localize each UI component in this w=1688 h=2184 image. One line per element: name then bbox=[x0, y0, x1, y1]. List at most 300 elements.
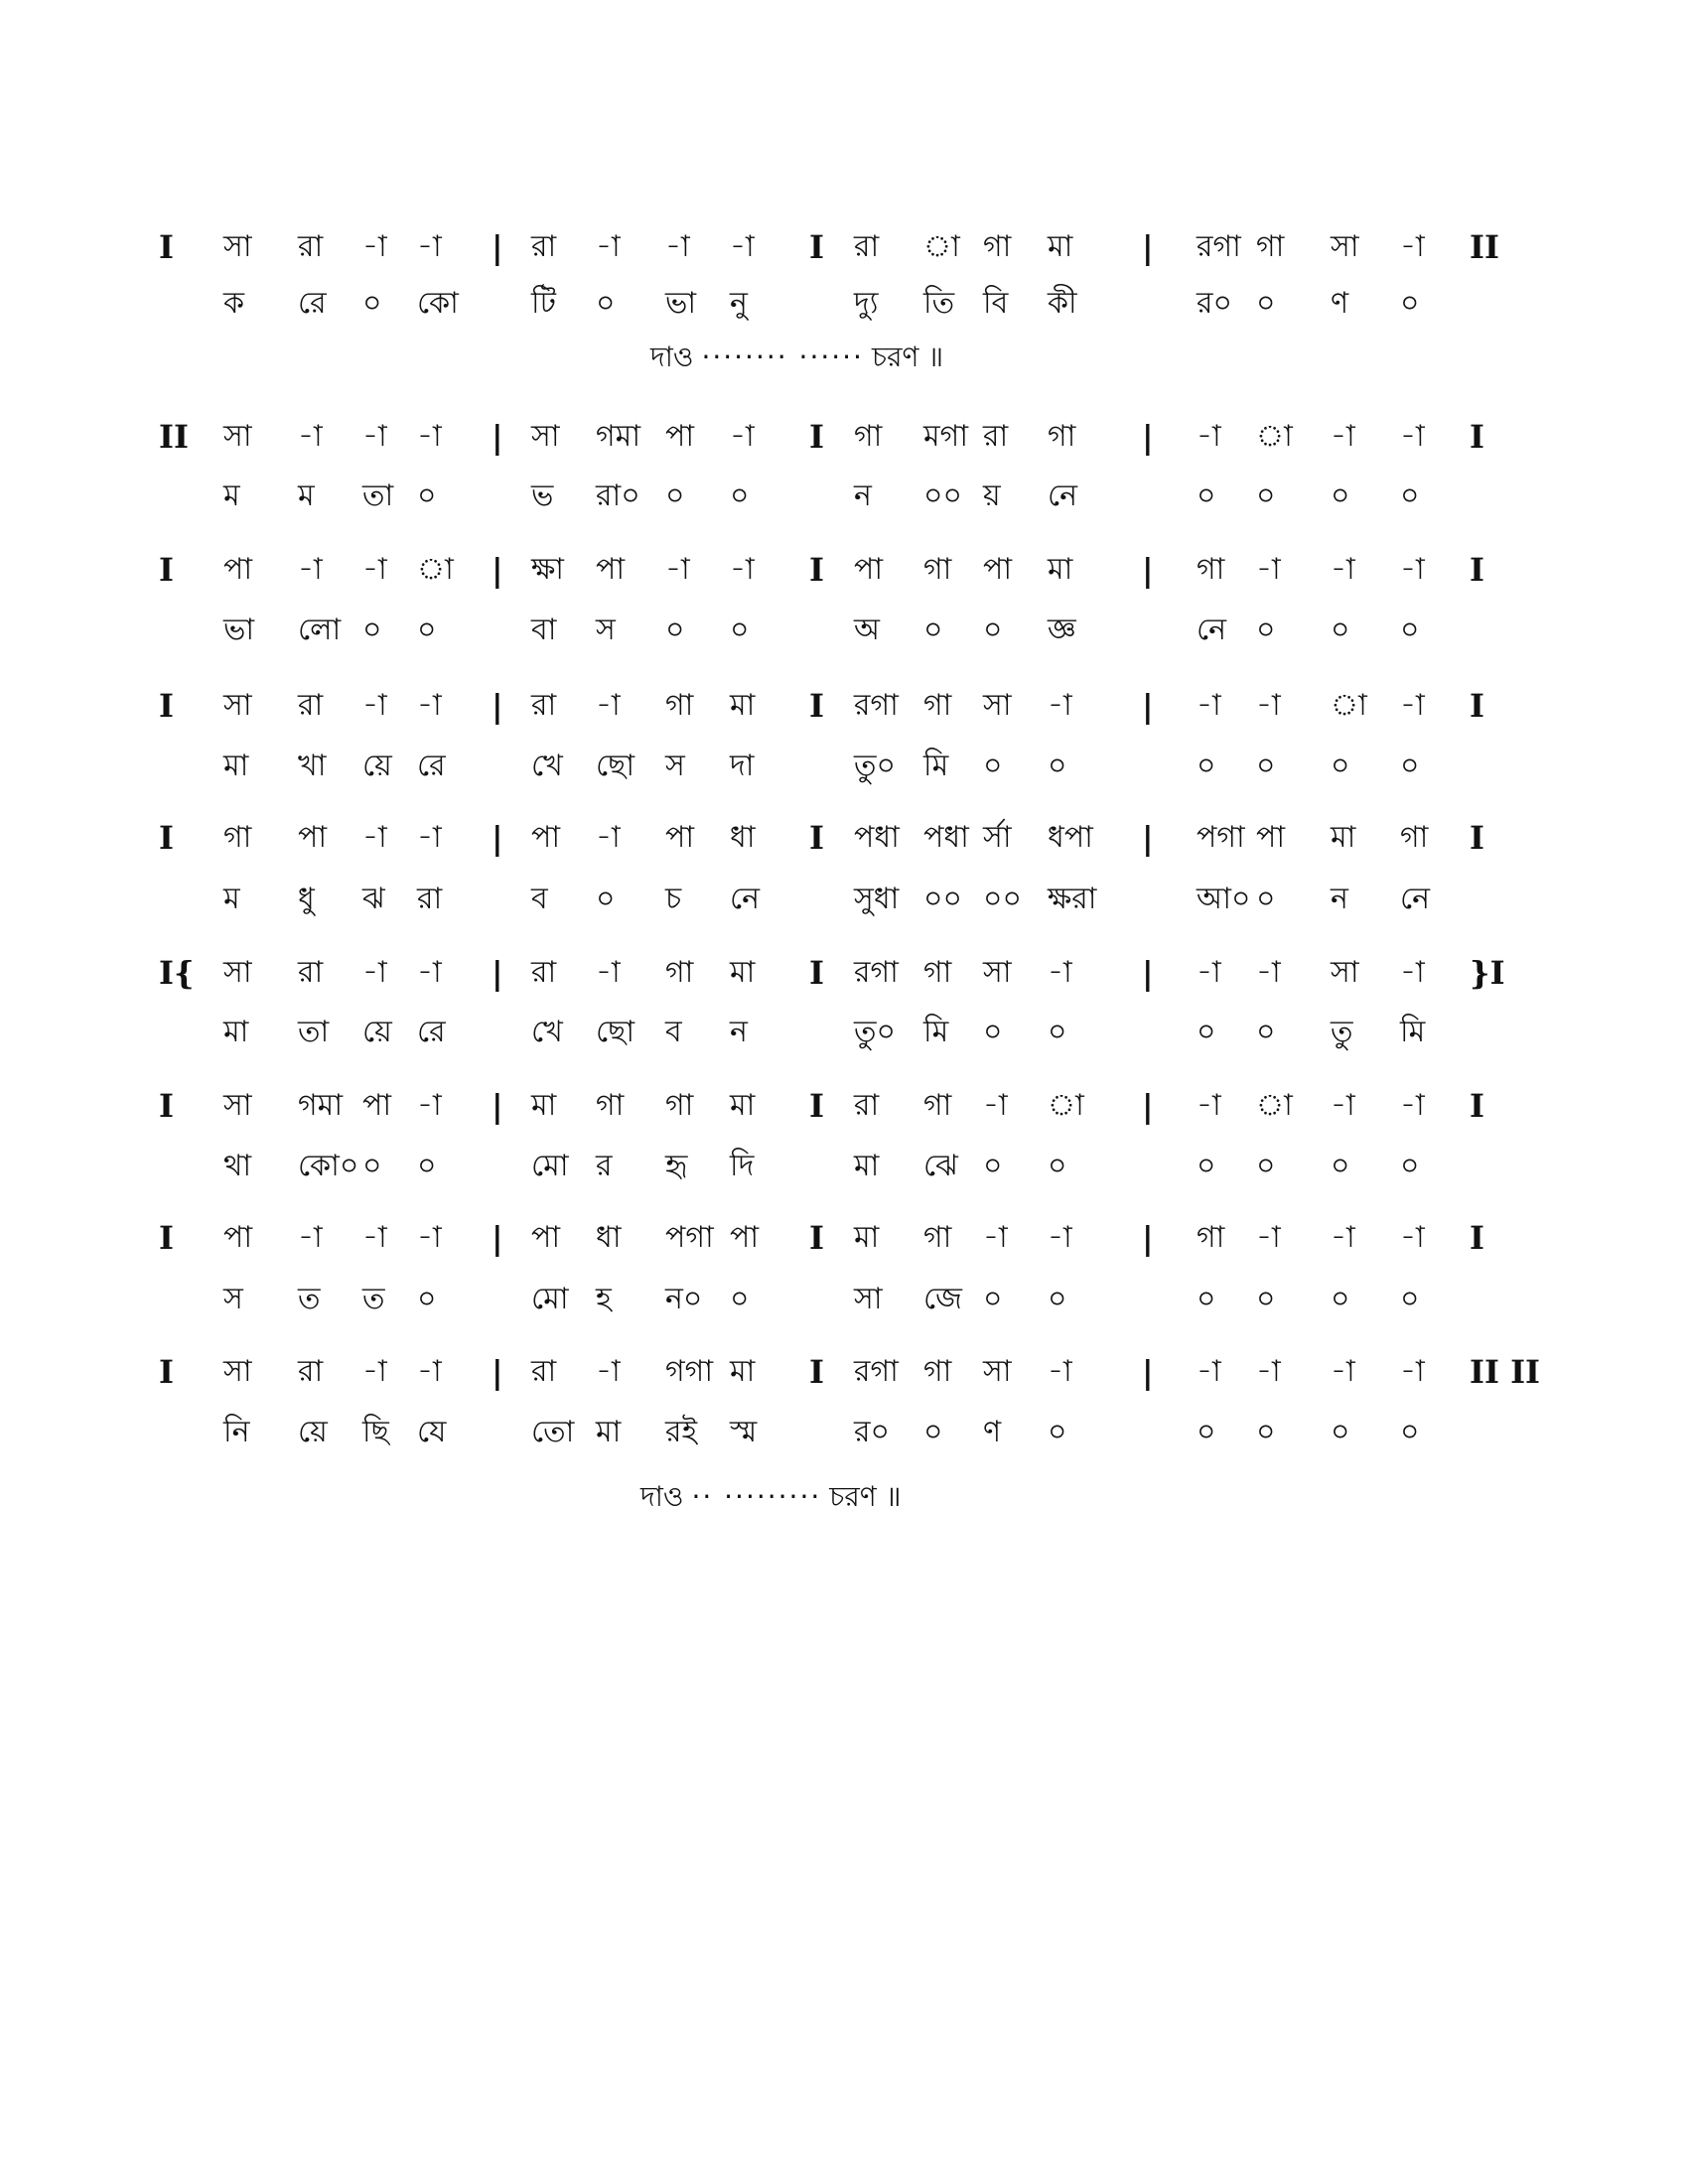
swara-note: -া bbox=[1400, 955, 1425, 990]
lyric-syllable: নে bbox=[1400, 882, 1431, 916]
barline: I bbox=[809, 687, 824, 725]
lyric-syllable: ০ bbox=[1400, 286, 1420, 321]
swara-note: -া bbox=[362, 1354, 387, 1389]
swara-note: পা bbox=[854, 552, 884, 587]
barline: I bbox=[809, 1219, 824, 1257]
refrain-dots: ·· ········· bbox=[691, 1480, 822, 1513]
lyric-syllable: ০ bbox=[1196, 478, 1216, 513]
swara-note: মা bbox=[1048, 552, 1073, 587]
lyric-syllable: ণ bbox=[1331, 286, 1349, 321]
lyric-syllable: ০ bbox=[417, 478, 437, 513]
lyric-syllable: ধু bbox=[298, 882, 315, 916]
swara-note: -া bbox=[596, 229, 621, 264]
swara-note: -া bbox=[983, 1088, 1008, 1123]
barline: I{ bbox=[159, 954, 195, 992]
swara-note: -া bbox=[362, 229, 387, 264]
swara-note: গা bbox=[923, 552, 952, 587]
lyric-syllable: তি bbox=[923, 286, 955, 321]
barline: II bbox=[1470, 228, 1499, 266]
swara-note: -া bbox=[1256, 955, 1281, 990]
barline: | bbox=[1142, 954, 1154, 992]
barline: I bbox=[159, 228, 174, 266]
lyric-syllable: র০ bbox=[854, 1415, 891, 1449]
barline: I bbox=[1470, 1087, 1484, 1125]
swara-note: মা bbox=[854, 1220, 880, 1255]
swara-note: মা bbox=[730, 688, 756, 723]
swara-note: পা bbox=[983, 552, 1013, 587]
swara-note: ধা bbox=[730, 820, 756, 855]
lyric-syllable: ভা bbox=[665, 286, 697, 321]
swara-note: রা bbox=[531, 688, 557, 723]
lyric-syllable: ন bbox=[730, 1015, 748, 1049]
swara-note: গা bbox=[1048, 419, 1076, 454]
swara-note: া bbox=[1256, 419, 1293, 454]
swara-note: া bbox=[1331, 688, 1367, 723]
barline: | bbox=[492, 1219, 503, 1257]
swara-note: গা bbox=[923, 955, 952, 990]
lyric-row bbox=[0, 1276, 1688, 1323]
lyric-syllable: য়ে bbox=[362, 1015, 392, 1049]
lyric-syllable: ভা bbox=[223, 613, 255, 647]
barline: | bbox=[492, 819, 503, 857]
lyric-syllable: খে bbox=[531, 1015, 563, 1049]
swara-note: রগা bbox=[1196, 229, 1241, 264]
barline: | bbox=[1142, 687, 1154, 725]
lyric-syllable: ০০ bbox=[923, 478, 963, 513]
swara-note: -া bbox=[417, 1354, 442, 1389]
swara-note: পা bbox=[531, 1220, 561, 1255]
lyric-syllable: ০ bbox=[417, 1282, 437, 1316]
lyric-syllable: ০ bbox=[1196, 1149, 1216, 1183]
swara-note: রা bbox=[298, 955, 324, 990]
barline: | bbox=[492, 1353, 503, 1391]
swara-note: -া bbox=[596, 955, 621, 990]
swara-note: -া bbox=[417, 820, 442, 855]
lyric-syllable: ০ bbox=[1256, 1015, 1276, 1049]
swara-note: -া bbox=[1400, 1354, 1425, 1389]
lyric-syllable: মি bbox=[1400, 1015, 1426, 1049]
lyric-syllable: ০ bbox=[983, 1015, 1003, 1049]
swara-note: া bbox=[417, 552, 454, 587]
lyric-syllable: জ্ঞ bbox=[1048, 613, 1076, 647]
lyric-syllable: ০০ bbox=[983, 882, 1023, 916]
swara-note: গা bbox=[596, 1088, 625, 1123]
swara-note: গমা bbox=[298, 1088, 344, 1123]
swara-note: -া bbox=[417, 955, 442, 990]
lyric-syllable: নে bbox=[1048, 478, 1078, 513]
lyric-syllable: আ০ bbox=[1196, 882, 1251, 916]
swara-note: -া bbox=[1256, 1354, 1281, 1389]
lyric-syllable: কী bbox=[1048, 286, 1077, 321]
lyric-syllable: স bbox=[665, 749, 685, 783]
swara-note: -া bbox=[417, 229, 442, 264]
swara-note: -া bbox=[983, 1220, 1008, 1255]
lyric-syllable: নে bbox=[1196, 613, 1227, 647]
lyric-syllable: তো bbox=[531, 1415, 575, 1449]
lyric-syllable: বা bbox=[531, 613, 557, 647]
barline: | bbox=[492, 418, 503, 456]
lyric-syllable: তু০ bbox=[854, 749, 897, 783]
swara-note: সা bbox=[531, 419, 560, 454]
swara-note: রা bbox=[298, 1354, 324, 1389]
lyric-syllable: রা০ bbox=[596, 478, 640, 513]
lyric-row bbox=[0, 1143, 1688, 1190]
swara-note: রা bbox=[854, 1088, 880, 1123]
lyric-syllable: ০ bbox=[1256, 286, 1276, 321]
lyric-syllable: ০ bbox=[1331, 1149, 1350, 1183]
lyric-syllable: নে bbox=[730, 882, 761, 916]
lyric-syllable: অ bbox=[854, 613, 880, 647]
lyric-syllable: ০ bbox=[362, 286, 382, 321]
swara-note: -া bbox=[1048, 955, 1072, 990]
swara-note: -া bbox=[1196, 1088, 1221, 1123]
lyric-syllable: ত bbox=[298, 1282, 321, 1316]
swara-note: গা bbox=[665, 688, 694, 723]
lyric-syllable: ক bbox=[223, 286, 244, 321]
lyric-syllable: ০০ bbox=[923, 882, 963, 916]
barline: I bbox=[1470, 1219, 1484, 1257]
lyric-syllable: মা bbox=[596, 1415, 622, 1449]
lyric-syllable: ০ bbox=[1400, 613, 1420, 647]
lyric-syllable: ০ bbox=[983, 749, 1003, 783]
lyric-syllable: ০ bbox=[1256, 882, 1276, 916]
lyric-syllable: ০ bbox=[417, 613, 437, 647]
lyric-syllable: ছো bbox=[596, 1015, 635, 1049]
swara-row bbox=[0, 949, 1688, 997]
barline: | bbox=[492, 228, 503, 266]
swara-note: গা bbox=[1256, 229, 1285, 264]
swara-note: -া bbox=[1400, 552, 1425, 587]
swara-note: রগা bbox=[854, 688, 899, 723]
lyric-syllable: ০ bbox=[730, 613, 750, 647]
lyric-syllable: ছো bbox=[596, 749, 635, 783]
barline: I bbox=[159, 1219, 174, 1257]
swara-note: ধপা bbox=[1048, 820, 1093, 855]
lyric-syllable: ০ bbox=[1331, 1415, 1350, 1449]
swara-note: গা bbox=[854, 419, 883, 454]
swara-note: পা bbox=[1256, 820, 1286, 855]
lyric-syllable: ন bbox=[854, 478, 872, 513]
swara-note: -া bbox=[1400, 1088, 1425, 1123]
lyric-syllable: ০ bbox=[362, 1149, 382, 1183]
swara-note: পা bbox=[531, 820, 561, 855]
swara-note: -া bbox=[665, 229, 690, 264]
lyric-syllable: টি bbox=[531, 286, 556, 321]
barline: I bbox=[1470, 551, 1484, 589]
swara-note: -া bbox=[417, 1088, 442, 1123]
lyric-syllable: মা bbox=[854, 1149, 880, 1183]
swara-note: -া bbox=[596, 820, 621, 855]
swara-note: মা bbox=[730, 1088, 756, 1123]
lyric-syllable: ব bbox=[665, 1015, 682, 1049]
barline: I bbox=[159, 819, 174, 857]
refrain-dots: ········ ······ bbox=[701, 341, 864, 373]
lyric-syllable: হৃ bbox=[665, 1149, 688, 1183]
lyric-syllable: স bbox=[223, 1282, 243, 1316]
lyric-syllable: ০ bbox=[1256, 478, 1276, 513]
swara-note: -া bbox=[730, 229, 755, 264]
swara-note: -া bbox=[1331, 1088, 1355, 1123]
lyric-syllable: য়ে bbox=[298, 1415, 328, 1449]
lyric-row bbox=[0, 743, 1688, 790]
lyric-syllable: নি bbox=[223, 1415, 250, 1449]
swara-note: -া bbox=[1196, 1354, 1221, 1389]
swara-note: গা bbox=[923, 688, 952, 723]
swara-note: -া bbox=[1400, 419, 1425, 454]
lyric-syllable: সুধা bbox=[854, 882, 900, 916]
barline: | bbox=[1142, 1219, 1154, 1257]
barline: }I bbox=[1470, 954, 1505, 992]
refrain-start: দাও bbox=[650, 341, 694, 373]
swara-note: সা bbox=[223, 419, 252, 454]
swara-note: র্সা bbox=[983, 820, 1012, 855]
swara-note: -া bbox=[730, 419, 755, 454]
lyric-syllable: থা bbox=[223, 1149, 252, 1183]
swara-row bbox=[0, 223, 1688, 271]
lyric-syllable: ত bbox=[362, 1282, 385, 1316]
swara-note: -া bbox=[1048, 1220, 1072, 1255]
lyric-syllable: রা bbox=[417, 882, 443, 916]
barline: I bbox=[809, 1087, 824, 1125]
swara-row bbox=[0, 1082, 1688, 1130]
swara-note: -া bbox=[1196, 688, 1221, 723]
lyric-syllable: ঝে bbox=[923, 1149, 958, 1183]
lyric-syllable: খা bbox=[298, 749, 327, 783]
swara-note: -া bbox=[1196, 955, 1221, 990]
swara-note: গা bbox=[665, 955, 694, 990]
lyric-syllable: রে bbox=[298, 286, 327, 321]
swara-note: -া bbox=[1256, 688, 1281, 723]
lyric-syllable: ০ bbox=[417, 1149, 437, 1183]
swara-row bbox=[0, 413, 1688, 461]
lyric-syllable: মো bbox=[531, 1149, 569, 1183]
swara-note: মা bbox=[730, 1354, 756, 1389]
barline: | bbox=[1142, 1353, 1154, 1391]
swara-note: মগা bbox=[923, 419, 969, 454]
lyric-syllable: সা bbox=[854, 1282, 883, 1316]
lyric-row bbox=[0, 876, 1688, 923]
swara-note: -া bbox=[298, 1220, 323, 1255]
swara-note: গা bbox=[923, 1088, 952, 1123]
swara-note: সা bbox=[223, 1088, 252, 1123]
swara-note: -া bbox=[1400, 229, 1425, 264]
lyric-syllable: ০ bbox=[983, 1282, 1003, 1316]
swara-note: গা bbox=[1196, 552, 1225, 587]
lyric-syllable: ০ bbox=[1048, 1015, 1067, 1049]
lyric-syllable: ০ bbox=[923, 613, 943, 647]
swara-note: -া bbox=[362, 820, 387, 855]
lyric-syllable: ণ bbox=[983, 1415, 1002, 1449]
swara-note: পা bbox=[298, 820, 328, 855]
swara-note: া bbox=[923, 229, 960, 264]
barline: | bbox=[492, 551, 503, 589]
refrain-end: চরণ ॥ bbox=[829, 1480, 902, 1513]
lyric-syllable: তা bbox=[362, 478, 394, 513]
barline: I bbox=[1470, 418, 1484, 456]
swara-row bbox=[0, 1348, 1688, 1396]
lyric-syllable: ০ bbox=[983, 613, 1003, 647]
swara-note: গা bbox=[665, 1088, 694, 1123]
lyric-syllable: স্ম bbox=[730, 1415, 758, 1449]
swara-note: গা bbox=[983, 229, 1012, 264]
lyric-syllable: ০ bbox=[1331, 613, 1350, 647]
lyric-syllable: জে bbox=[923, 1282, 963, 1316]
swara-note: -া bbox=[1331, 1220, 1355, 1255]
lyric-syllable: চ bbox=[665, 882, 682, 916]
swara-note: রা bbox=[298, 688, 324, 723]
lyric-syllable: ০ bbox=[596, 286, 616, 321]
swara-note: রা bbox=[531, 229, 557, 264]
lyric-syllable: ০ bbox=[665, 613, 685, 647]
lyric-row bbox=[0, 280, 1688, 328]
swara-note: সা bbox=[223, 688, 252, 723]
lyric-syllable: ০ bbox=[1048, 1415, 1067, 1449]
swara-note: পধা bbox=[854, 820, 900, 855]
lyric-syllable: দা bbox=[730, 749, 755, 783]
barline: | bbox=[1142, 551, 1154, 589]
barline: I bbox=[159, 551, 174, 589]
swara-note: সা bbox=[223, 229, 252, 264]
lyric-syllable: ০ bbox=[923, 1415, 943, 1449]
barline: I bbox=[809, 954, 824, 992]
swara-note: রা bbox=[531, 955, 557, 990]
lyric-syllable: য়ে bbox=[362, 749, 392, 783]
lyric-syllable: ম bbox=[298, 478, 315, 513]
lyric-syllable: ছি bbox=[362, 1415, 389, 1449]
lyric-syllable: ০ bbox=[1331, 749, 1350, 783]
swara-note: -া bbox=[1400, 688, 1425, 723]
lyric-syllable: ০ bbox=[730, 478, 750, 513]
lyric-syllable: ০ bbox=[1256, 1282, 1276, 1316]
lyric-syllable: ০ bbox=[983, 1149, 1003, 1183]
swara-note: সা bbox=[983, 955, 1012, 990]
barline: | bbox=[492, 954, 503, 992]
lyric-syllable: ০ bbox=[1400, 1282, 1420, 1316]
swara-row bbox=[0, 682, 1688, 730]
lyric-syllable: ০ bbox=[665, 478, 685, 513]
swara-note: সা bbox=[223, 955, 252, 990]
swara-note: রা bbox=[531, 1354, 557, 1389]
barline: | bbox=[1142, 1087, 1154, 1125]
lyric-syllable: ০ bbox=[362, 613, 382, 647]
lyric-syllable: তু bbox=[1331, 1015, 1353, 1049]
swara-note: পগা bbox=[1196, 820, 1245, 855]
lyric-syllable: মি bbox=[923, 749, 949, 783]
swara-note: পা bbox=[665, 820, 695, 855]
lyric-syllable: ম bbox=[223, 882, 240, 916]
lyric-syllable: রে bbox=[417, 1015, 446, 1049]
lyric-row bbox=[0, 473, 1688, 520]
swara-note: -া bbox=[362, 419, 387, 454]
swara-note: ধা bbox=[596, 1220, 622, 1255]
lyric-syllable: ০ bbox=[1048, 1149, 1067, 1183]
barline: I bbox=[159, 1353, 174, 1391]
lyric-row bbox=[0, 1009, 1688, 1056]
lyric-row bbox=[0, 1409, 1688, 1456]
swara-note: পা bbox=[730, 1220, 760, 1255]
lyric-syllable: মা bbox=[223, 749, 249, 783]
lyric-syllable: ভ bbox=[531, 478, 554, 513]
lyric-row bbox=[0, 607, 1688, 654]
lyric-syllable: মা bbox=[223, 1015, 249, 1049]
swara-note: সা bbox=[1331, 955, 1359, 990]
swara-note: রা bbox=[854, 229, 880, 264]
swara-note: -া bbox=[1331, 1354, 1355, 1389]
swara-note: গা bbox=[923, 1220, 952, 1255]
lyric-syllable: ক্ষরা bbox=[1048, 882, 1097, 916]
swara-row bbox=[0, 1214, 1688, 1262]
lyric-syllable: ০ bbox=[1196, 749, 1216, 783]
barline: I bbox=[809, 1353, 824, 1391]
lyric-syllable: স bbox=[596, 613, 616, 647]
swara-note: পা bbox=[596, 552, 626, 587]
barline: I bbox=[809, 819, 824, 857]
lyric-syllable: ০ bbox=[1331, 1282, 1350, 1316]
lyric-syllable: দ্যু bbox=[854, 286, 879, 321]
lyric-syllable: ০ bbox=[1256, 1415, 1276, 1449]
swara-note: সা bbox=[983, 1354, 1012, 1389]
swara-note: -া bbox=[1048, 1354, 1072, 1389]
barline: II bbox=[159, 418, 189, 456]
swara-note: া bbox=[1048, 1088, 1084, 1123]
swara-note: -া bbox=[1331, 419, 1355, 454]
lyric-syllable: নু bbox=[730, 286, 748, 321]
lyric-syllable: ০ bbox=[1048, 1282, 1067, 1316]
swara-note: -া bbox=[298, 552, 323, 587]
barline: I bbox=[159, 1087, 174, 1125]
swara-note: -া bbox=[1400, 1220, 1425, 1255]
lyric-syllable: মি bbox=[923, 1015, 949, 1049]
swara-note: পা bbox=[223, 552, 253, 587]
lyric-syllable: লো bbox=[298, 613, 342, 647]
swara-note: পা bbox=[362, 1088, 392, 1123]
refrain-start: দাও bbox=[640, 1480, 684, 1513]
swara-note: সা bbox=[983, 688, 1012, 723]
lyric-syllable: বি bbox=[983, 286, 1009, 321]
refrain-line bbox=[640, 1477, 901, 1517]
swara-note: মা bbox=[1048, 229, 1073, 264]
swara-note: মা bbox=[1331, 820, 1356, 855]
swara-note: রা bbox=[298, 229, 324, 264]
lyric-syllable: ০ bbox=[1400, 478, 1420, 513]
lyric-syllable: হ bbox=[596, 1282, 612, 1316]
lyric-syllable: ব bbox=[531, 882, 548, 916]
refrain-end: চরণ ॥ bbox=[871, 341, 944, 373]
barline: | bbox=[1142, 418, 1154, 456]
swara-note: -া bbox=[417, 688, 442, 723]
swara-note: -া bbox=[1331, 552, 1355, 587]
barline: | bbox=[1142, 819, 1154, 857]
swara-note: -া bbox=[1256, 552, 1281, 587]
swara-note: া bbox=[1256, 1088, 1293, 1123]
swara-note: -া bbox=[362, 1220, 387, 1255]
lyric-syllable: ০ bbox=[1400, 1415, 1420, 1449]
lyric-syllable: খে bbox=[531, 749, 563, 783]
swara-note: মা bbox=[531, 1088, 557, 1123]
barline: I bbox=[159, 687, 174, 725]
swara-note: গা bbox=[923, 1354, 952, 1389]
swara-note: -া bbox=[730, 552, 755, 587]
lyric-syllable: ন০ bbox=[665, 1282, 703, 1316]
refrain-line bbox=[650, 338, 943, 377]
swara-note: সা bbox=[223, 1354, 252, 1389]
barline: I bbox=[809, 228, 824, 266]
swara-note: -া bbox=[298, 419, 323, 454]
barline: II II bbox=[1470, 1353, 1541, 1391]
lyric-syllable: যে bbox=[417, 1415, 447, 1449]
swara-note: পধা bbox=[923, 820, 969, 855]
lyric-syllable: ০ bbox=[1196, 1415, 1216, 1449]
